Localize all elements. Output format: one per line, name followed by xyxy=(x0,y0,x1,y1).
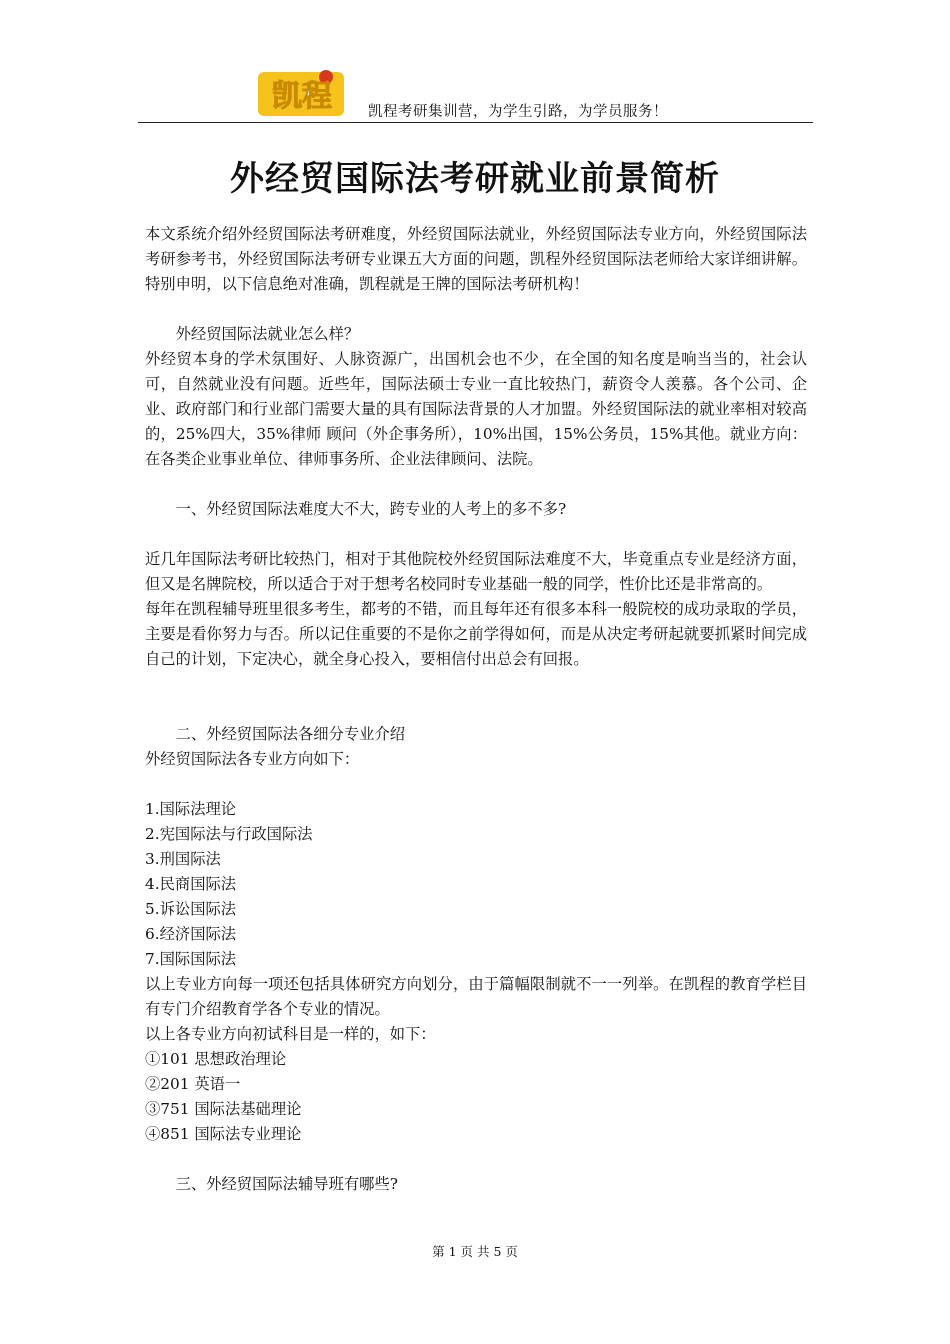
employment-answer: 外经贸本身的学术氛围好、人脉资源广，出国机会也不少，在全国的知名度是响当当的，社会认可，自然就业没有问题。近些年，国际法硕士专业一直比较热门，薪资令人羡慕。各个公司、企业、政府部门和行业部门需要大量的具有国际法背景的人才加盟。外经贸国际法的就业率相对较高的，25%四大，35%律师 顾问（外企事务所），10%出国，15%公务员，15%其他。就业方向：在各类企业事业单位、律师事务所、企业法律顾问、法院。 xyxy=(145,350,807,468)
section1-heading: 一、外经贸国际法难度大不大，跨专业的人考上的多不多? xyxy=(175,500,567,518)
kaicheng-logo xyxy=(256,66,348,120)
direction-item: 3.刑国际法 xyxy=(145,850,221,868)
header-slogan: 凯程考研集训营，为学生引路，为学员服务！ xyxy=(368,104,668,120)
section3-heading: 三、外经贸国际法辅导班有哪些? xyxy=(175,1175,398,1193)
subjects-lead: 以上各专业方向初试科目是一样的，如下： xyxy=(145,1025,436,1043)
article-body xyxy=(145,222,807,1197)
section1-paragraph-2: 每年在凯程辅导班里很多考生，都考的不错，而且每年还有很多本科一般院校的成功录取的学员，主要是看你努力与否。所以记住重要的不是你之前学得如何，而是从决定考研起就要抓紧时间完成自己的计划，下定决心，就全身心投入，要相信付出总会有回报。 xyxy=(145,600,807,668)
section2-lead: 外经贸国际法各专业方向如下： xyxy=(145,750,360,768)
page-footer: 第 1 页 共 5 页 xyxy=(432,1244,518,1259)
direction-item: 1.国际法理论 xyxy=(145,800,237,818)
section2-note: 以上专业方向每一项还包括具体研究方向划分，由于篇幅限制就不一一列举。在凯程的教育学栏目有专门介绍教育学各个专业的情况。 xyxy=(145,975,807,1018)
section2-heading: 二、外经贸国际法各细分专业介绍 xyxy=(175,725,406,743)
direction-item: 6.经济国际法 xyxy=(145,925,237,943)
header-divider xyxy=(138,122,813,123)
page-header xyxy=(138,62,813,124)
subject-item: ②201 英语一 xyxy=(145,1075,241,1093)
direction-item: 2.宪国际法与行政国际法 xyxy=(145,825,313,843)
page-title: 外经贸国际法考研就业前景简析 xyxy=(230,159,720,199)
direction-item: 5.诉讼国际法 xyxy=(145,900,237,918)
subject-item: ④851 国际法专业理论 xyxy=(145,1125,302,1143)
intro-paragraph: 本文系统介绍外经贸国际法考研难度，外经贸国际法就业，外经贸国际法专业方向，外经贸国际法考研参考书，外经贸国际法考研专业课五大方面的问题，凯程外经贸国际法老师给大家详细讲解。特别申明，以下信息绝对准确，凯程就是王牌的国际法考研机构！ xyxy=(145,225,807,293)
direction-item: 4.民商国际法 xyxy=(145,875,237,893)
subject-item: ①101 思想政治理论 xyxy=(145,1050,287,1068)
employment-question: 外经贸国际法就业怎么样？ xyxy=(175,325,360,343)
section1-paragraph-1: 近几年国际法考研比较热门，相对于其他院校外经贸国际法难度不大，毕竟重点专业是经济方面，但又是名牌院校，所以适合于对于想考名校同时专业基础一般的同学，性价比还是非常高的。 xyxy=(145,550,807,593)
logo-text: 凯程 xyxy=(272,79,332,114)
subject-item: ③751 国际法基础理论 xyxy=(145,1100,302,1118)
direction-item: 7.国际国际法 xyxy=(145,950,237,968)
